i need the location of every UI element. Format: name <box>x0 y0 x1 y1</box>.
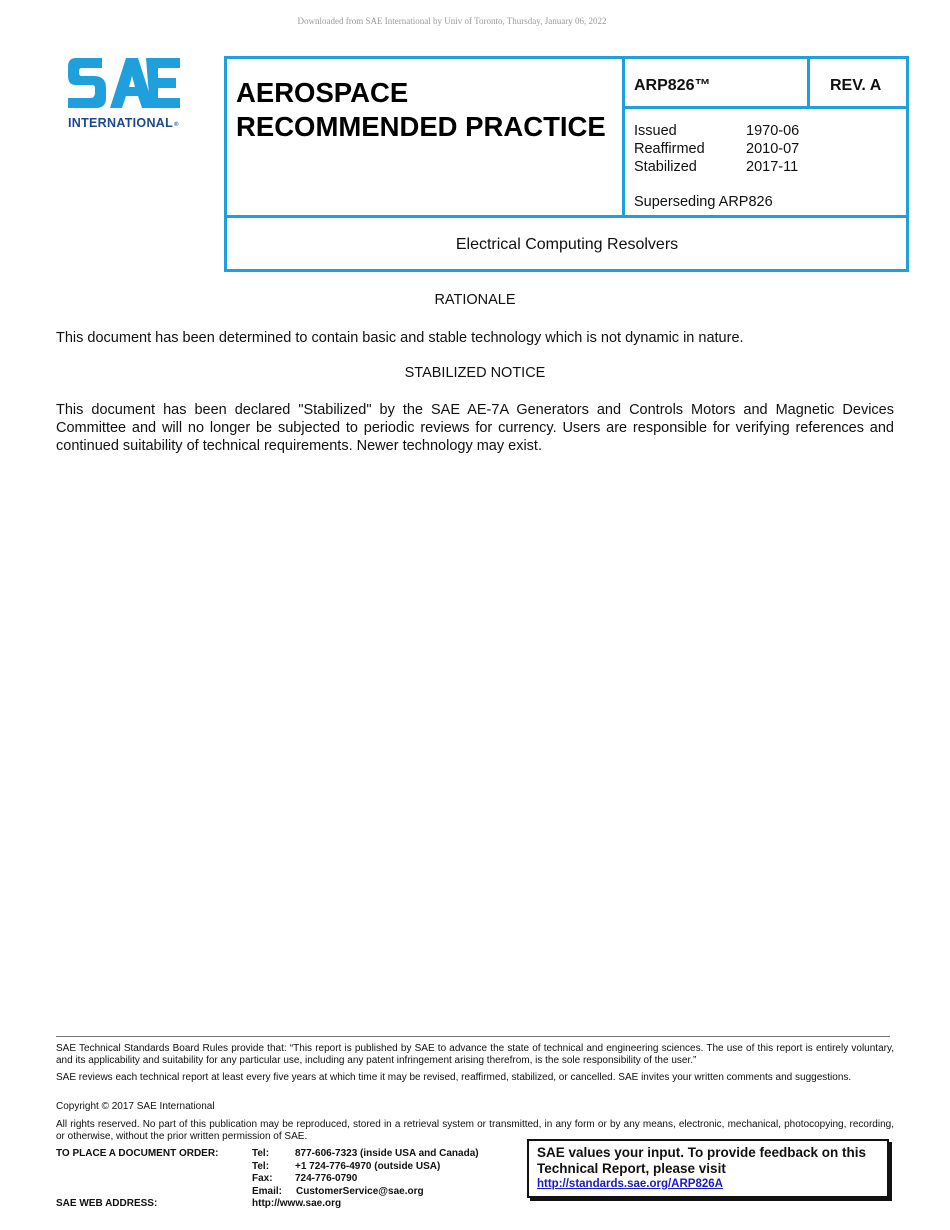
contact-row-email: Email: CustomerService@sae.org <box>252 1185 424 1197</box>
header-border-top <box>224 56 908 59</box>
document-type-title: AEROSPACE RECOMMENDED PRACTICE <box>236 77 606 142</box>
date-row-reaffirmed: Reaffirmed 2010-07 <box>634 141 800 157</box>
header-divider-vertical <box>622 56 625 218</box>
rationale-text: This document has been determined to contain basic and stable technology which is not dynamic in nature. <box>56 330 744 346</box>
contact-list <box>252 1148 479 1211</box>
logo-text: INTERNATIONAL® <box>68 116 179 130</box>
order-label: TO PLACE A DOCUMENT ORDER: <box>56 1148 219 1159</box>
stabilized-notice-text: This document has been declared "Stabilized" by the SAE AE-7A Generators and Controls Motors and Magnetic Devices Committee and will no longer be subjected to periodic reviews for currency. Users are responsible for verifying references and continued suitability of technical requirements. Newer technology may exist. <box>56 402 894 454</box>
feedback-text: SAE values your input. To provide feedback on this Technical Report, please visit <box>537 1145 867 1176</box>
header-divider-horizontal <box>224 215 909 218</box>
web-address-link[interactable]: http://www.sae.org <box>252 1198 342 1209</box>
document-dates <box>634 122 799 176</box>
contact-row-tel-domestic: Tel: 877-606-7323 (inside USA and Canada) <box>252 1148 479 1159</box>
revision-label: REV. A <box>830 77 882 94</box>
footer-rights-text: All rights reserved. No part of this publication may be reproduced, stored in a retrieval system or transmitted, in any form or by any means, electronic, mechanical, photocopying, recording, or otherwise, without the prior written permission of SAE. <box>56 1119 894 1142</box>
download-note: Downloaded from SAE International by Univ of Toronto, Thursday, January 06, 2022 <box>297 16 607 26</box>
stabilized-notice-heading: STABILIZED NOTICE <box>404 365 546 381</box>
feedback-box <box>527 1139 889 1198</box>
superseding-note: Superseding ARP826 <box>634 194 773 210</box>
contact-row-fax: Fax: 724-776-0790 <box>252 1173 358 1184</box>
sae-logo <box>66 54 190 134</box>
feedback-link[interactable]: http://standards.sae.org/ARP826A <box>537 1178 723 1190</box>
contact-row-tel-international: Tel: +1 724-776-4970 (outside USA) <box>252 1160 441 1172</box>
email-link[interactable]: CustomerService@sae.org <box>296 1185 424 1197</box>
sae-wordmark-icon <box>66 54 182 112</box>
header-border-bottom <box>224 269 909 272</box>
header-border-left <box>224 56 227 272</box>
rationale-heading: RATIONALE <box>434 292 516 308</box>
header-border-right <box>906 56 909 272</box>
header-divider-rev <box>807 56 810 109</box>
date-row-issued: Issued 1970-06 <box>634 123 800 139</box>
footer-review-text: SAE reviews each technical report at least every five years at which time it may be revised, reaffirmed, stabilized, or cancelled. SAE invites your written comments and suggestions. <box>56 1072 852 1083</box>
footer-copyright: Copyright © 2017 SAE International <box>56 1101 215 1112</box>
document-title: Electrical Computing Resolvers <box>455 236 679 253</box>
header-divider-docnum <box>622 106 909 109</box>
web-address-label: SAE WEB ADDRESS: <box>56 1198 158 1209</box>
date-row-stabilized: Stabilized 2017-11 <box>634 159 799 175</box>
document-number: ARP826™ <box>634 77 711 94</box>
footer-rules-text: SAE Technical Standards Board Rules provide that: “This report is published by SAE to advance the state of technical and engineering sciences. The use of this report is entirely voluntary, and its applicability and suitability for any particular use, including any patent infringement arising therefrom, is the sole responsibility of the user.” <box>56 1043 894 1066</box>
footer-divider <box>56 1036 890 1037</box>
